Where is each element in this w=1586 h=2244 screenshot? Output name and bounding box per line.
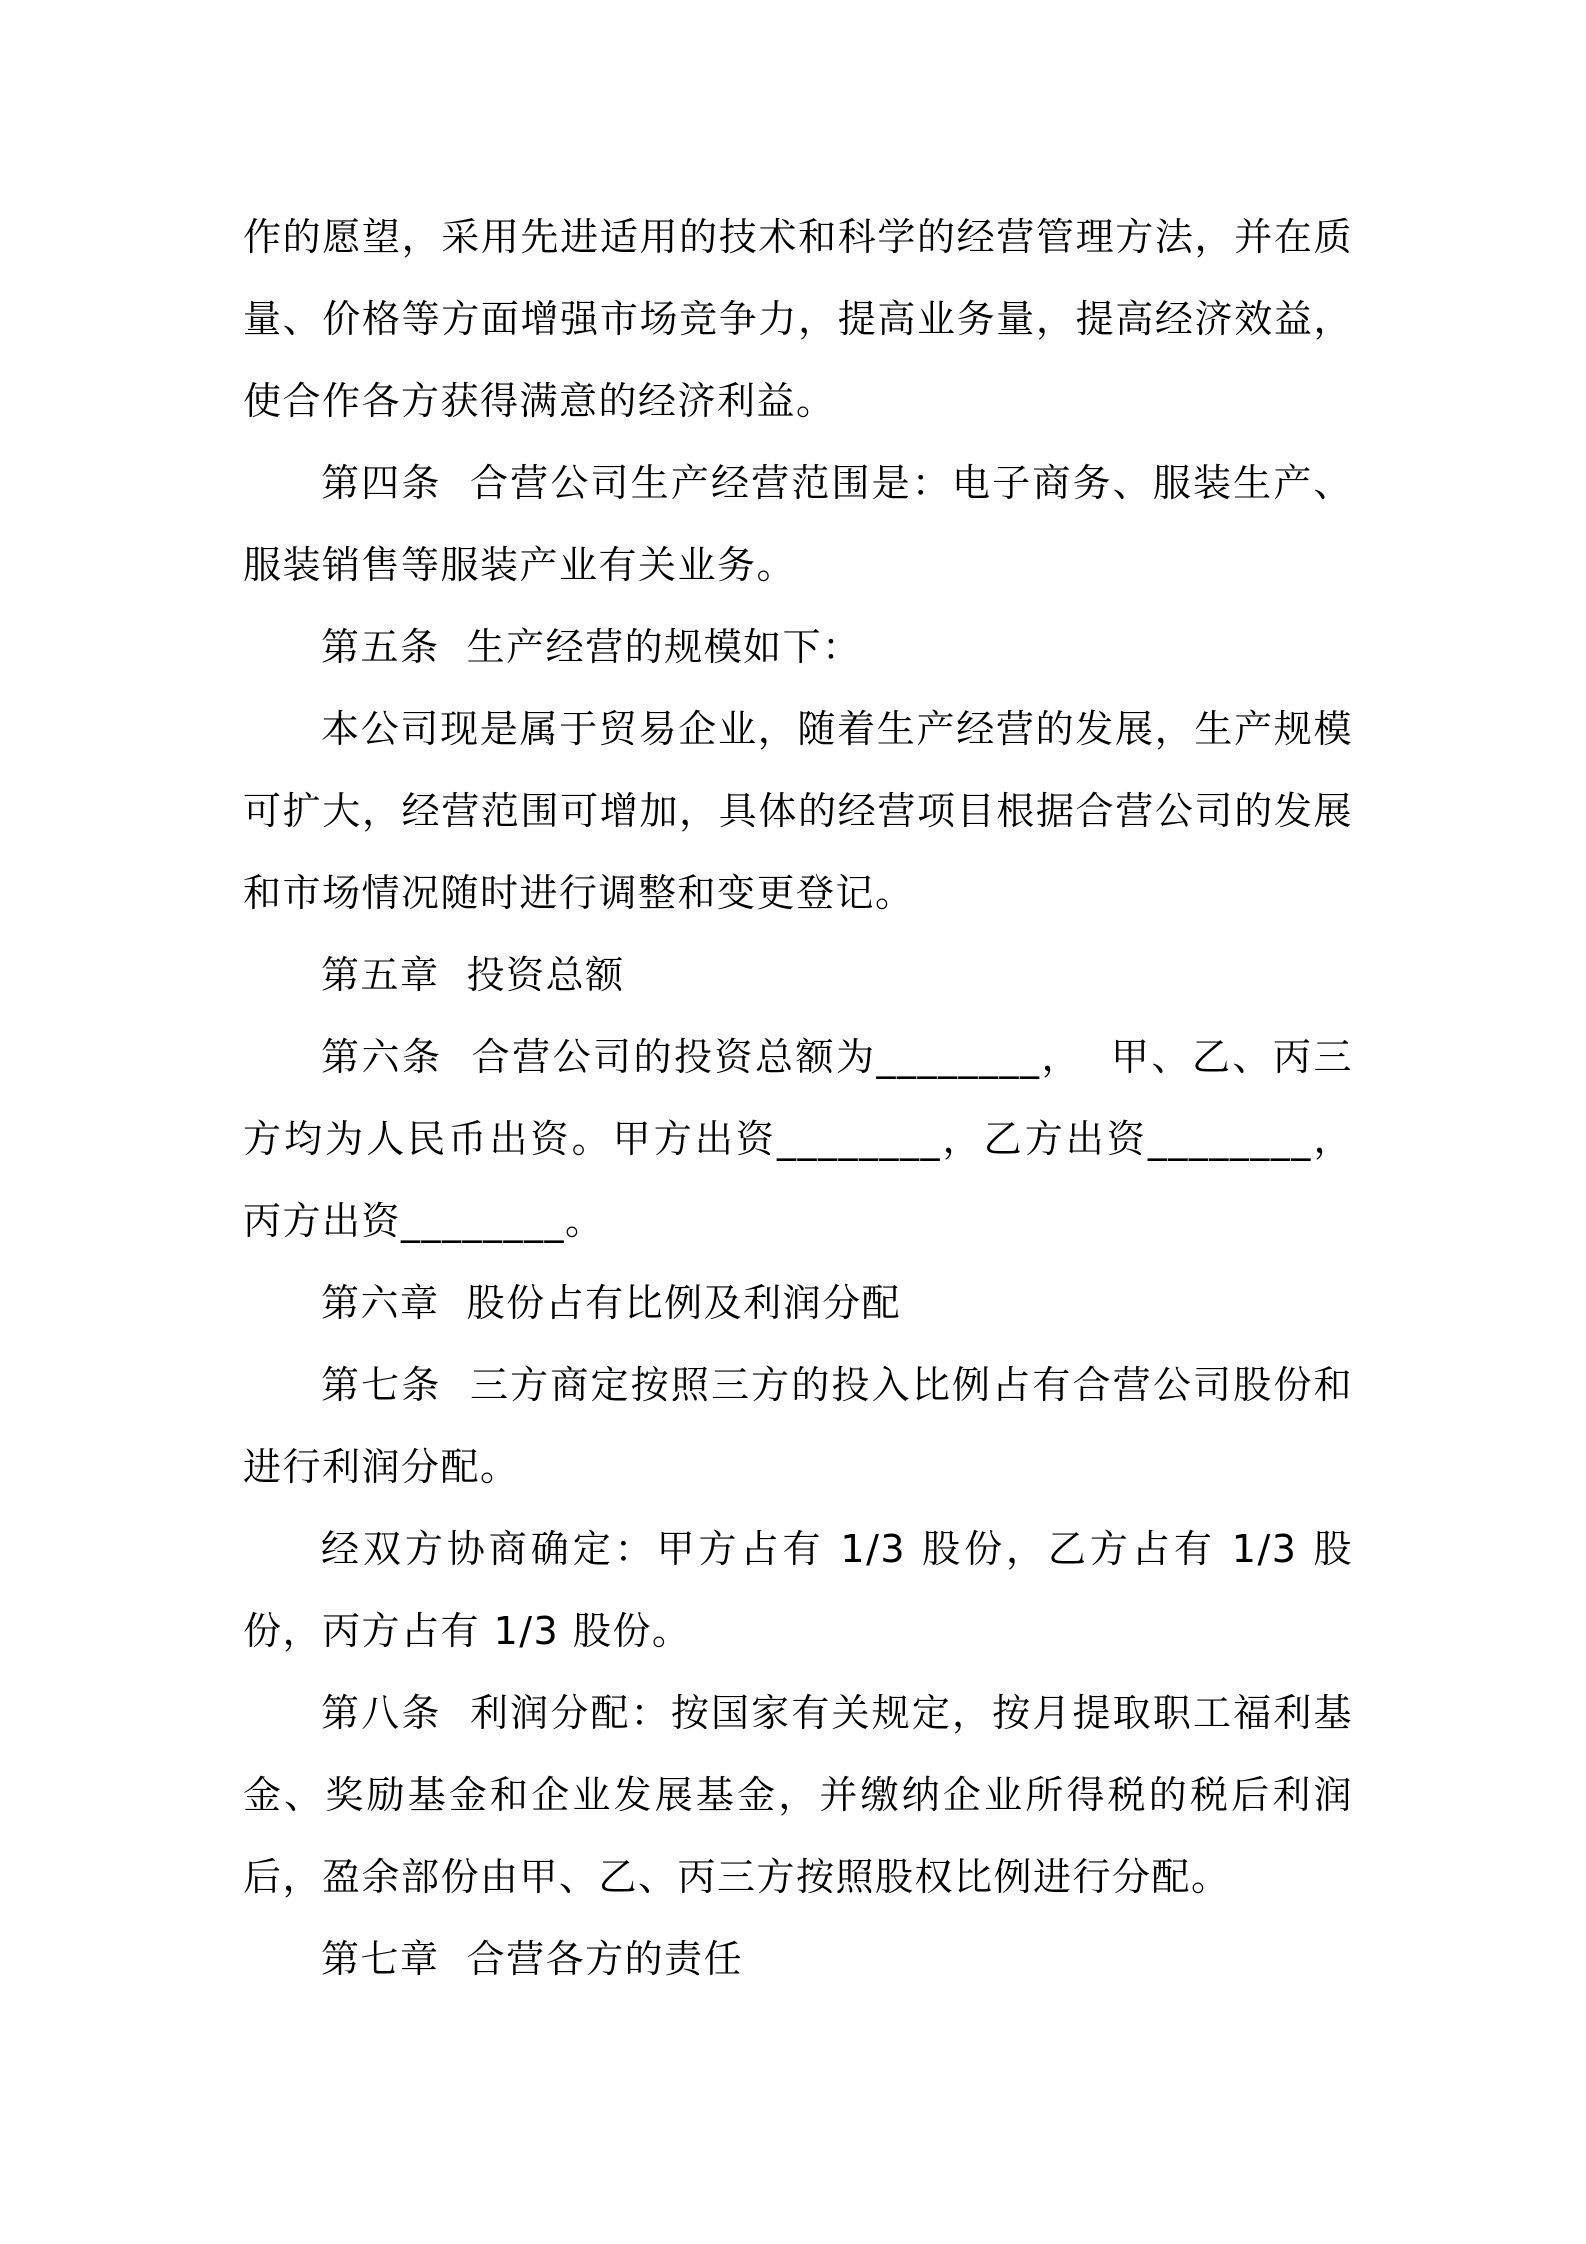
chapter-7-heading: 第七章 合营各方的责任 <box>321 1937 744 1981</box>
share-ratio-paragraph: 经双方协商确定：甲方占有 1/3 股份，乙方占有 1/3 股份，丙方占有 1/3 股份。 <box>243 1527 1353 1653</box>
chapter-6-heading: 第六章 股份占有比例及利润分配 <box>321 1281 902 1325</box>
article-8-paragraph: 第八条 利润分配：按国家有关规定，按月提取职工福利基金、奖励基金和企业发展基金，并缴纳企业所得税的税后利润后，盈余部份由甲、乙、丙三方按照股权比例进行分配。 <box>243 1691 1353 1899</box>
article-6-paragraph: 第六条 合营公司的投资总额为________， 甲、乙、丙三方均为人民币出资。甲方出资________，乙方出资________，丙方出资________。 <box>243 1035 1353 1243</box>
article-4-paragraph: 第四条 合营公司生产经营范围是：电子商务、服装生产、服装销售等服装产业有关业务。 <box>243 461 1353 587</box>
chapter-5-heading: 第五章 投资总额 <box>321 953 625 997</box>
article-7-paragraph: 第七条 三方商定按照三方的投入比例占有合营公司股份和进行利润分配。 <box>243 1363 1353 1489</box>
article-5-heading: 第五条 生产经营的规模如下： <box>321 625 862 669</box>
document-body <box>243 196 1353 2000</box>
paragraph-continuation: 作的愿望，采用先进适用的技术和科学的经营管理方法，并在质量、价格等方面增强市场竞争力，提高业务量，提高经济效益，使合作各方获得满意的经济利益。 <box>243 215 1353 423</box>
article-5-body: 本公司现是属于贸易企业，随着生产经营的发展，生产规模可扩大，经营范围可增加，具体的经营项目根据合营公司的发展和市场情况随时进行调整和变更登记。 <box>243 707 1353 915</box>
